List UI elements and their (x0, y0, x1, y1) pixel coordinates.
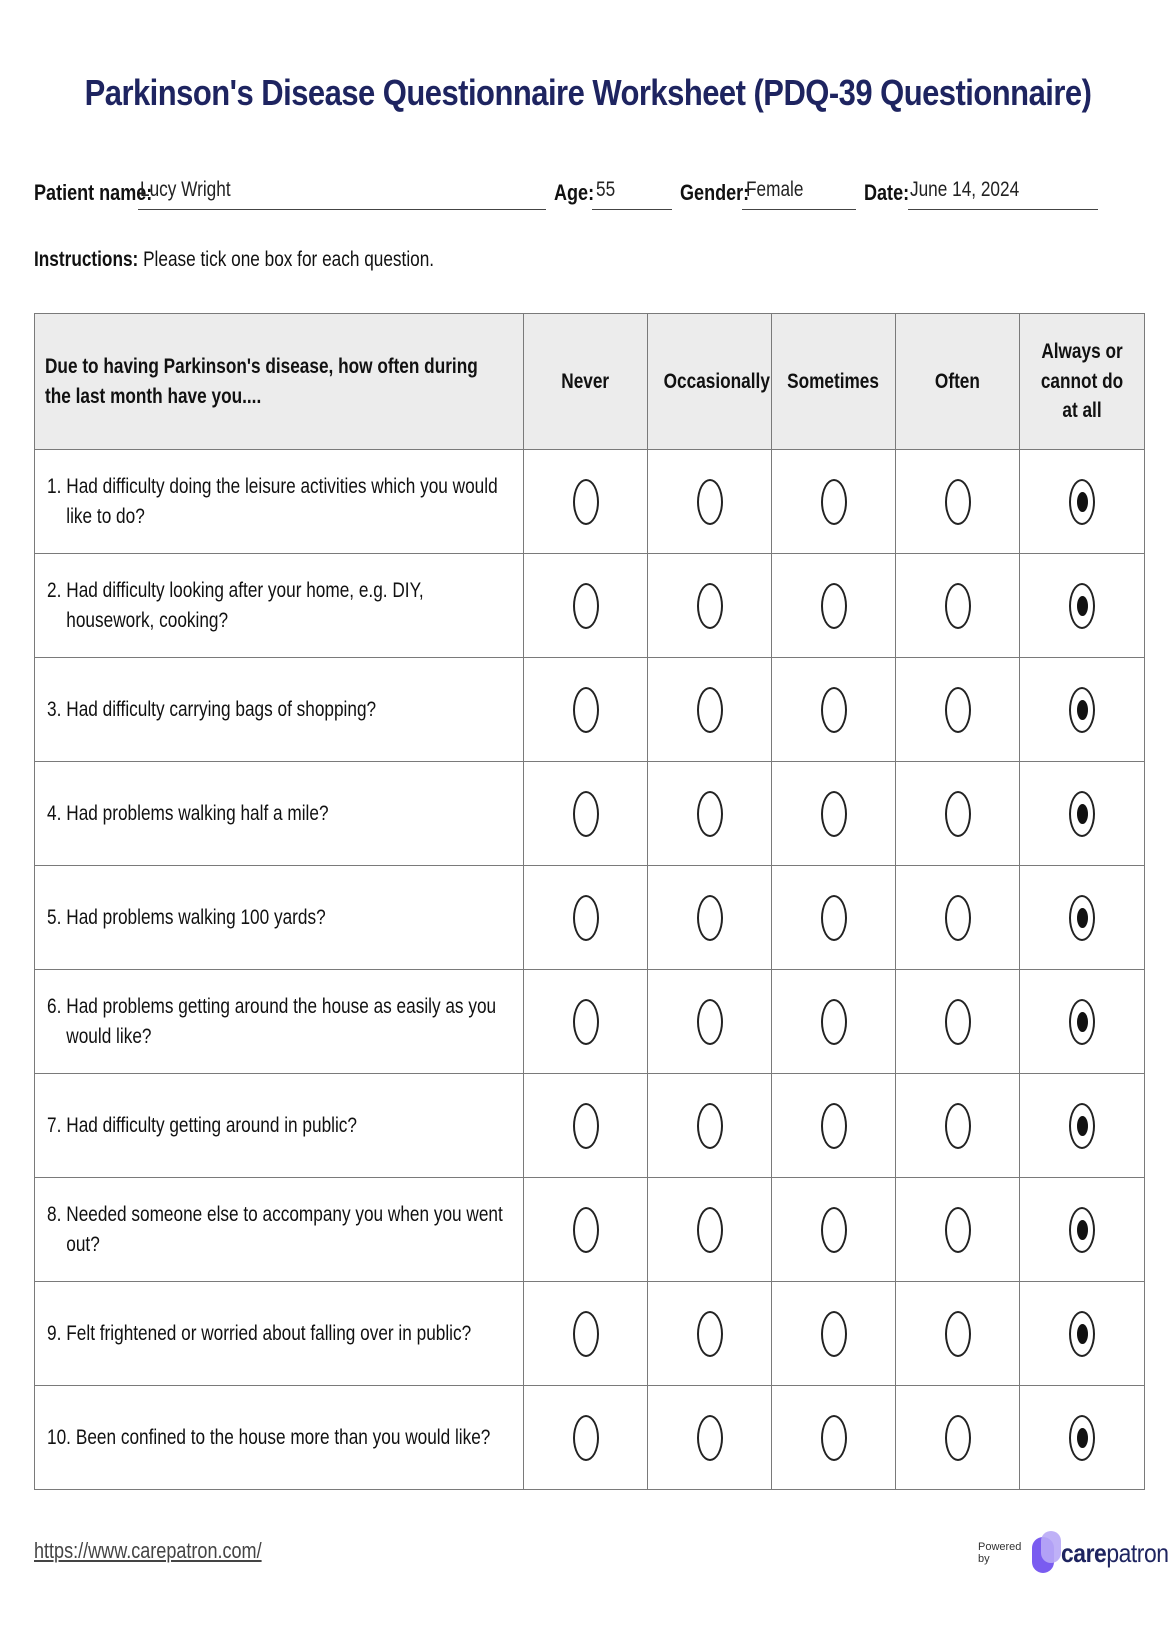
option-cell-sometimes (772, 866, 896, 970)
option-cell-sometimes (772, 1282, 896, 1386)
patient-name-label: Patient name: (34, 180, 153, 205)
question-column-header: Due to having Parkinson's disease, how often during the last month have you.... (35, 314, 524, 450)
option-cell-often (896, 762, 1020, 866)
footer-link[interactable]: https://www.carepatron.com/ (34, 1538, 262, 1563)
radio-occasionally[interactable] (697, 1415, 723, 1461)
question-text: Had difficulty doing the leisure activities which you would like to do? (66, 474, 498, 528)
question-number: 10. (47, 1425, 71, 1449)
question-text: Been confined to the house more than you would like? (75, 1425, 491, 1449)
instructions-text: Please tick one box for each question. (143, 248, 435, 271)
question-text: Had difficulty getting around in public? (66, 1113, 357, 1137)
patient-name-line (138, 209, 546, 210)
radio-always[interactable] (1069, 687, 1095, 733)
radio-often[interactable] (945, 583, 971, 629)
radio-occasionally[interactable] (697, 1207, 723, 1253)
question-text: Had problems getting around the house as easily as you would like? (66, 994, 497, 1048)
radio-never[interactable] (573, 999, 599, 1045)
question-cell (35, 1178, 524, 1282)
option-cell-occasionally (648, 1386, 772, 1490)
question-cell (35, 554, 524, 658)
questions-body (35, 450, 1145, 1490)
option-cell-sometimes (772, 658, 896, 762)
table-row (35, 1178, 1145, 1282)
radio-never[interactable] (573, 1103, 599, 1149)
option-cell-always (1020, 554, 1145, 658)
radio-always[interactable] (1069, 791, 1095, 837)
question-number: 4. (47, 801, 62, 825)
question-cell (35, 1282, 524, 1386)
option-cell-occasionally (648, 762, 772, 866)
option-header-often: Often (896, 314, 1020, 450)
option-cell-always (1020, 1386, 1145, 1490)
option-cell-always (1020, 1282, 1145, 1386)
option-cell-sometimes (772, 762, 896, 866)
radio-sometimes[interactable] (821, 479, 847, 525)
radio-occasionally[interactable] (697, 479, 723, 525)
option-cell-often (896, 658, 1020, 762)
date-field (864, 174, 1098, 210)
question-cell (35, 762, 524, 866)
option-cell-sometimes (772, 1178, 896, 1282)
option-cell-never (524, 554, 648, 658)
option-cell-often (896, 1178, 1020, 1282)
brand-name: carepatron (1061, 1537, 1169, 1568)
age-label: Age: (554, 180, 595, 205)
question-cell (35, 1386, 524, 1490)
radio-always[interactable] (1069, 479, 1095, 525)
option-cell-sometimes (772, 450, 896, 554)
option-cell-always (1020, 762, 1145, 866)
table-row (35, 762, 1145, 866)
question-number: 1. (47, 474, 62, 498)
table-row (35, 1386, 1145, 1490)
brand-logo (978, 1528, 1176, 1578)
radio-always[interactable] (1069, 895, 1095, 941)
radio-never[interactable] (573, 791, 599, 837)
radio-never[interactable] (573, 895, 599, 941)
question-text: Felt frightened or worried about falling over in public? (66, 1321, 472, 1345)
radio-always[interactable] (1069, 1415, 1095, 1461)
option-cell-never (524, 1282, 648, 1386)
radio-often[interactable] (945, 1311, 971, 1357)
radio-sometimes[interactable] (821, 791, 847, 837)
table-row (35, 970, 1145, 1074)
radio-always[interactable] (1069, 999, 1095, 1045)
radio-often[interactable] (945, 895, 971, 941)
option-cell-always (1020, 1178, 1145, 1282)
radio-occasionally[interactable] (697, 687, 723, 733)
question-number: 3. (47, 697, 62, 721)
radio-often[interactable] (945, 687, 971, 733)
table-row (35, 450, 1145, 554)
radio-often[interactable] (945, 479, 971, 525)
question-text: Had difficulty carrying bags of shopping? (66, 697, 377, 721)
option-cell-often (896, 1386, 1020, 1490)
option-cell-occasionally (648, 866, 772, 970)
questionnaire-table (34, 313, 1145, 1490)
option-cell-never (524, 450, 648, 554)
option-cell-never (524, 1386, 648, 1490)
instructions (34, 248, 434, 272)
radio-occasionally[interactable] (697, 1103, 723, 1149)
option-cell-always (1020, 1074, 1145, 1178)
option-cell-often (896, 970, 1020, 1074)
date-label: Date: (864, 180, 910, 205)
radio-often[interactable] (945, 999, 971, 1045)
radio-often[interactable] (945, 1207, 971, 1253)
option-cell-often (896, 866, 1020, 970)
question-cell (35, 450, 524, 554)
question-number: 2. (47, 578, 62, 602)
carepatron-logo-icon (1032, 1531, 1057, 1575)
radio-always[interactable] (1069, 1311, 1095, 1357)
table-header-row (35, 314, 1145, 450)
table-row (35, 1282, 1145, 1386)
table-row (35, 658, 1145, 762)
option-cell-always (1020, 866, 1145, 970)
powered-by-text: Powered by (978, 1541, 1022, 1565)
option-cell-often (896, 1074, 1020, 1178)
option-cell-occasionally (648, 658, 772, 762)
question-number: 8. (47, 1202, 62, 1226)
radio-sometimes[interactable] (821, 687, 847, 733)
radio-sometimes[interactable] (821, 1415, 847, 1461)
radio-always[interactable] (1069, 1103, 1095, 1149)
option-cell-occasionally (648, 1178, 772, 1282)
radio-occasionally[interactable] (697, 895, 723, 941)
option-cell-sometimes (772, 554, 896, 658)
question-cell (35, 970, 524, 1074)
option-cell-always (1020, 970, 1145, 1074)
option-cell-sometimes (772, 970, 896, 1074)
table-row (35, 866, 1145, 970)
option-cell-never (524, 762, 648, 866)
radio-never[interactable] (573, 1207, 599, 1253)
radio-occasionally[interactable] (697, 583, 723, 629)
radio-occasionally[interactable] (697, 791, 723, 837)
option-cell-occasionally (648, 554, 772, 658)
question-text: Had problems walking half a mile? (66, 801, 329, 825)
radio-sometimes[interactable] (821, 1207, 847, 1253)
question-cell (35, 1074, 524, 1178)
option-header-always: Always or cannot do at all (1020, 314, 1145, 450)
radio-sometimes[interactable] (821, 895, 847, 941)
option-cell-always (1020, 450, 1145, 554)
table-row (35, 554, 1145, 658)
patient-name-value[interactable]: Lucy Wright (140, 178, 231, 201)
question-text: Had problems walking 100 yards? (66, 905, 326, 929)
option-cell-never (524, 970, 648, 1074)
patient-name-field (34, 174, 546, 210)
question-number: 5. (47, 905, 62, 929)
date-line (908, 209, 1098, 210)
radio-always[interactable] (1069, 583, 1095, 629)
option-cell-occasionally (648, 1282, 772, 1386)
option-header-sometimes: Sometimes (772, 314, 896, 450)
radio-never[interactable] (573, 1311, 599, 1357)
question-text: Had difficulty looking after your home, e.g. DIY, housework, cooking? (66, 578, 424, 632)
question-number: 7. (47, 1113, 62, 1137)
option-cell-occasionally (648, 450, 772, 554)
question-number: 9. (47, 1321, 62, 1345)
option-cell-never (524, 866, 648, 970)
option-cell-never (524, 658, 648, 762)
option-cell-occasionally (648, 1074, 772, 1178)
option-cell-always (1020, 658, 1145, 762)
option-header-never: Never (524, 314, 648, 450)
option-cell-sometimes (772, 1074, 896, 1178)
radio-occasionally[interactable] (697, 999, 723, 1045)
age-value[interactable]: 55 (596, 178, 616, 201)
option-cell-often (896, 1282, 1020, 1386)
radio-never[interactable] (573, 687, 599, 733)
gender-label: Gender: (680, 180, 750, 205)
option-cell-never (524, 1074, 648, 1178)
radio-often[interactable] (945, 791, 971, 837)
radio-never[interactable] (573, 583, 599, 629)
radio-always[interactable] (1069, 1207, 1095, 1253)
radio-sometimes[interactable] (821, 999, 847, 1045)
age-field (554, 174, 672, 210)
radio-never[interactable] (573, 1415, 599, 1461)
table-row (35, 1074, 1145, 1178)
option-cell-occasionally (648, 970, 772, 1074)
date-value[interactable]: June 14, 2024 (910, 178, 1020, 201)
age-line (592, 209, 672, 210)
gender-line (742, 209, 856, 210)
radio-sometimes[interactable] (821, 1103, 847, 1149)
radio-sometimes[interactable] (821, 583, 847, 629)
question-cell (35, 866, 524, 970)
radio-occasionally[interactable] (697, 1311, 723, 1357)
instructions-label: Instructions: (34, 248, 139, 271)
option-cell-often (896, 450, 1020, 554)
radio-never[interactable] (573, 479, 599, 525)
radio-sometimes[interactable] (821, 1311, 847, 1357)
option-header-occasionally: Occasionally (648, 314, 772, 450)
radio-often[interactable] (945, 1415, 971, 1461)
question-number: 6. (47, 994, 62, 1018)
question-cell (35, 658, 524, 762)
gender-value[interactable]: Female (746, 178, 804, 201)
question-text: Needed someone else to accompany you when you went out? (66, 1202, 503, 1256)
page-title: Parkinson's Disease Questionnaire Worksheet (PDQ-39 Questionnaire) (84, 72, 1092, 113)
gender-field (680, 174, 856, 210)
radio-often[interactable] (945, 1103, 971, 1149)
option-cell-often (896, 554, 1020, 658)
option-cell-never (524, 1178, 648, 1282)
option-cell-sometimes (772, 1386, 896, 1490)
